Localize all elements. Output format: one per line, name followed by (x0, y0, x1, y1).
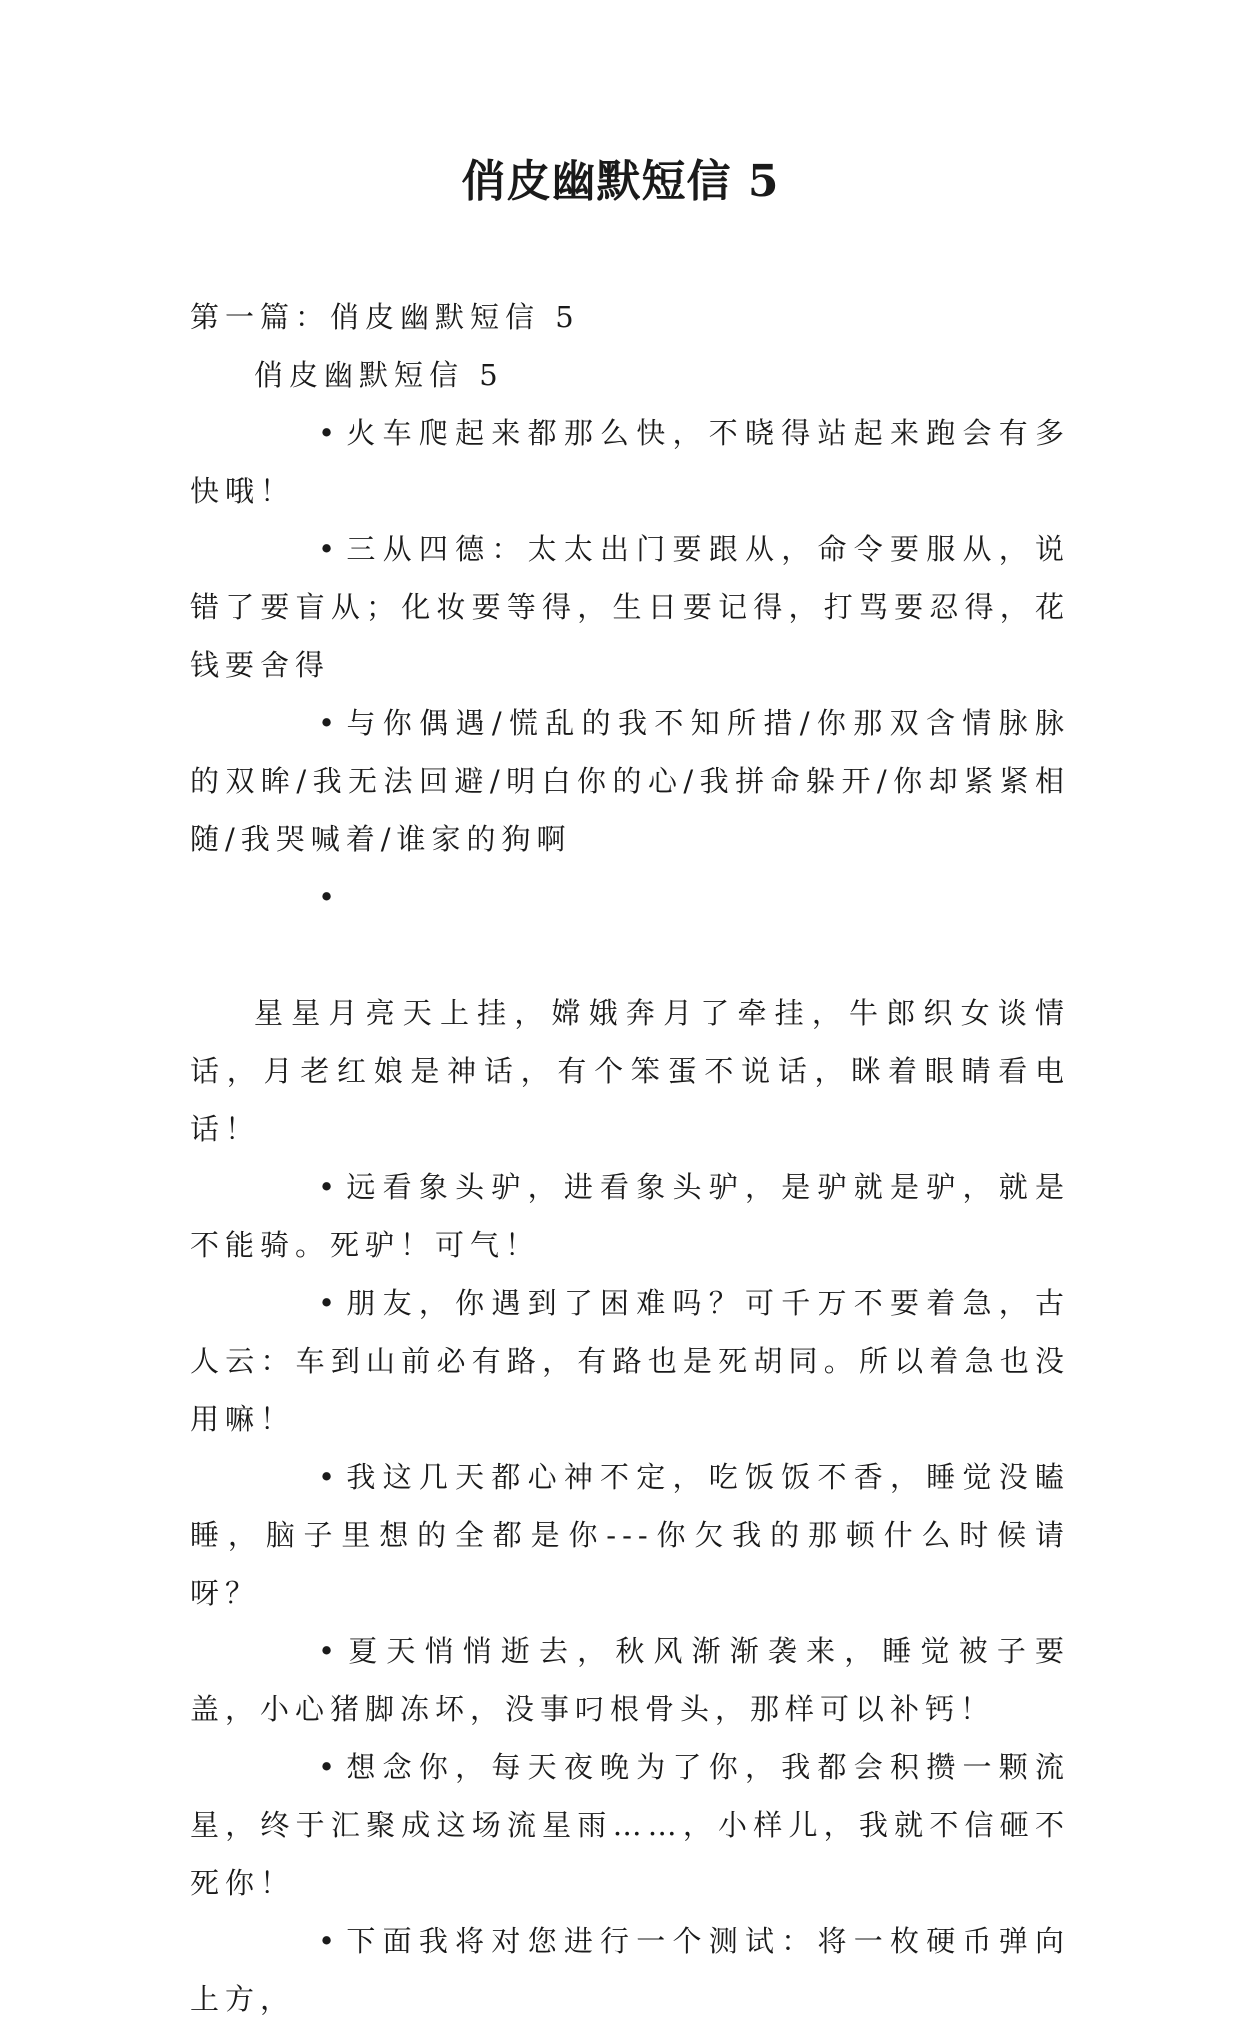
bullet-icon: • (318, 1634, 342, 1668)
bullet-icon: • (318, 532, 342, 566)
paragraph-text: 三从四德：太太出门要跟从，命令要服从，说错了要盲从；化妆要等得，生日要记得，打骂要忍得，花钱要舍得 (190, 532, 1070, 682)
bullet-icon: • (318, 1460, 342, 1494)
paragraph-text: 与你偶遇/慌乱的我不知所措/你那双含情脉脉的双眸/我无法回避/明白你的心/我拼命躲开/你却紧紧相随/我哭喊着/谁家的狗啊 (190, 706, 1070, 856)
document-title: 俏皮幽默短信 5 (461, 156, 780, 207)
paragraph-text: 夏天悄悄逝去，秋风渐渐袭来，睡觉被子要盖，小心猪脚冻坏，没事叼根骨头，那样可以补钙！ (190, 1634, 1070, 1726)
bullet-icon: • (318, 706, 342, 740)
paragraph-text: 想念你，每天夜晚为了你，我都会积攒一颗流星，终于汇聚成这场流星雨……，小样儿，我就不信砸不死你！ (190, 1750, 1070, 1900)
paragraph-text: 我这几天都心神不定，吃饭饭不香，睡觉没瞌睡，脑子里想的全都是你---你欠我的那顿什么时候请呀？ (190, 1460, 1070, 1610)
paragraph (190, 984, 1070, 1158)
paragraph-list (190, 404, 1070, 2028)
bullet-icon: • (318, 416, 342, 450)
paragraph (190, 1158, 1070, 1274)
section-subheading: 俏皮幽默短信 5 (254, 358, 504, 392)
document-body (190, 288, 1070, 2028)
paragraph-text: 下面我将对您进行一个测试：将一枚硬币弹向上方， (190, 1924, 1070, 2016)
paragraph (190, 1622, 1070, 1738)
paragraph-text: 火车爬起来都那么快，不晓得站起来跑会有多快哦！ (190, 416, 1070, 508)
bullet-icon: • (318, 1286, 342, 1320)
bullet-icon: • (318, 1750, 342, 1784)
paragraph (190, 1448, 1070, 1622)
paragraph-text: 远看象头驴，进看象头驴，是驴就是驴，就是不能骑。死驴！可气！ (190, 1170, 1070, 1262)
bullet-icon: • (318, 1924, 342, 1958)
paragraph (190, 1912, 1070, 2028)
paragraph-text: 朋友，你遇到了困难吗？可千万不要着急，古人云：车到山前必有路，有路也是死胡同。所以着急也没用嘛！ (190, 1286, 1070, 1436)
paragraph-text: 星星月亮天上挂，嫦娥奔月了牵挂，牛郎织女谈情话，月老红娘是神话，有个笨蛋不说话，眯着眼睛看电话！ (190, 996, 1070, 1146)
paragraph (190, 1274, 1070, 1448)
section-heading: 第一篇：俏皮幽默短信 5 (190, 300, 580, 334)
bullet-icon: • (318, 1170, 342, 1204)
paragraph (190, 1738, 1070, 1912)
paragraph (190, 868, 1070, 926)
paragraph (190, 404, 1070, 520)
paragraph (190, 694, 1070, 868)
paragraph (190, 520, 1070, 694)
bullet-icon: • (318, 880, 342, 914)
blank-line (190, 926, 1070, 984)
